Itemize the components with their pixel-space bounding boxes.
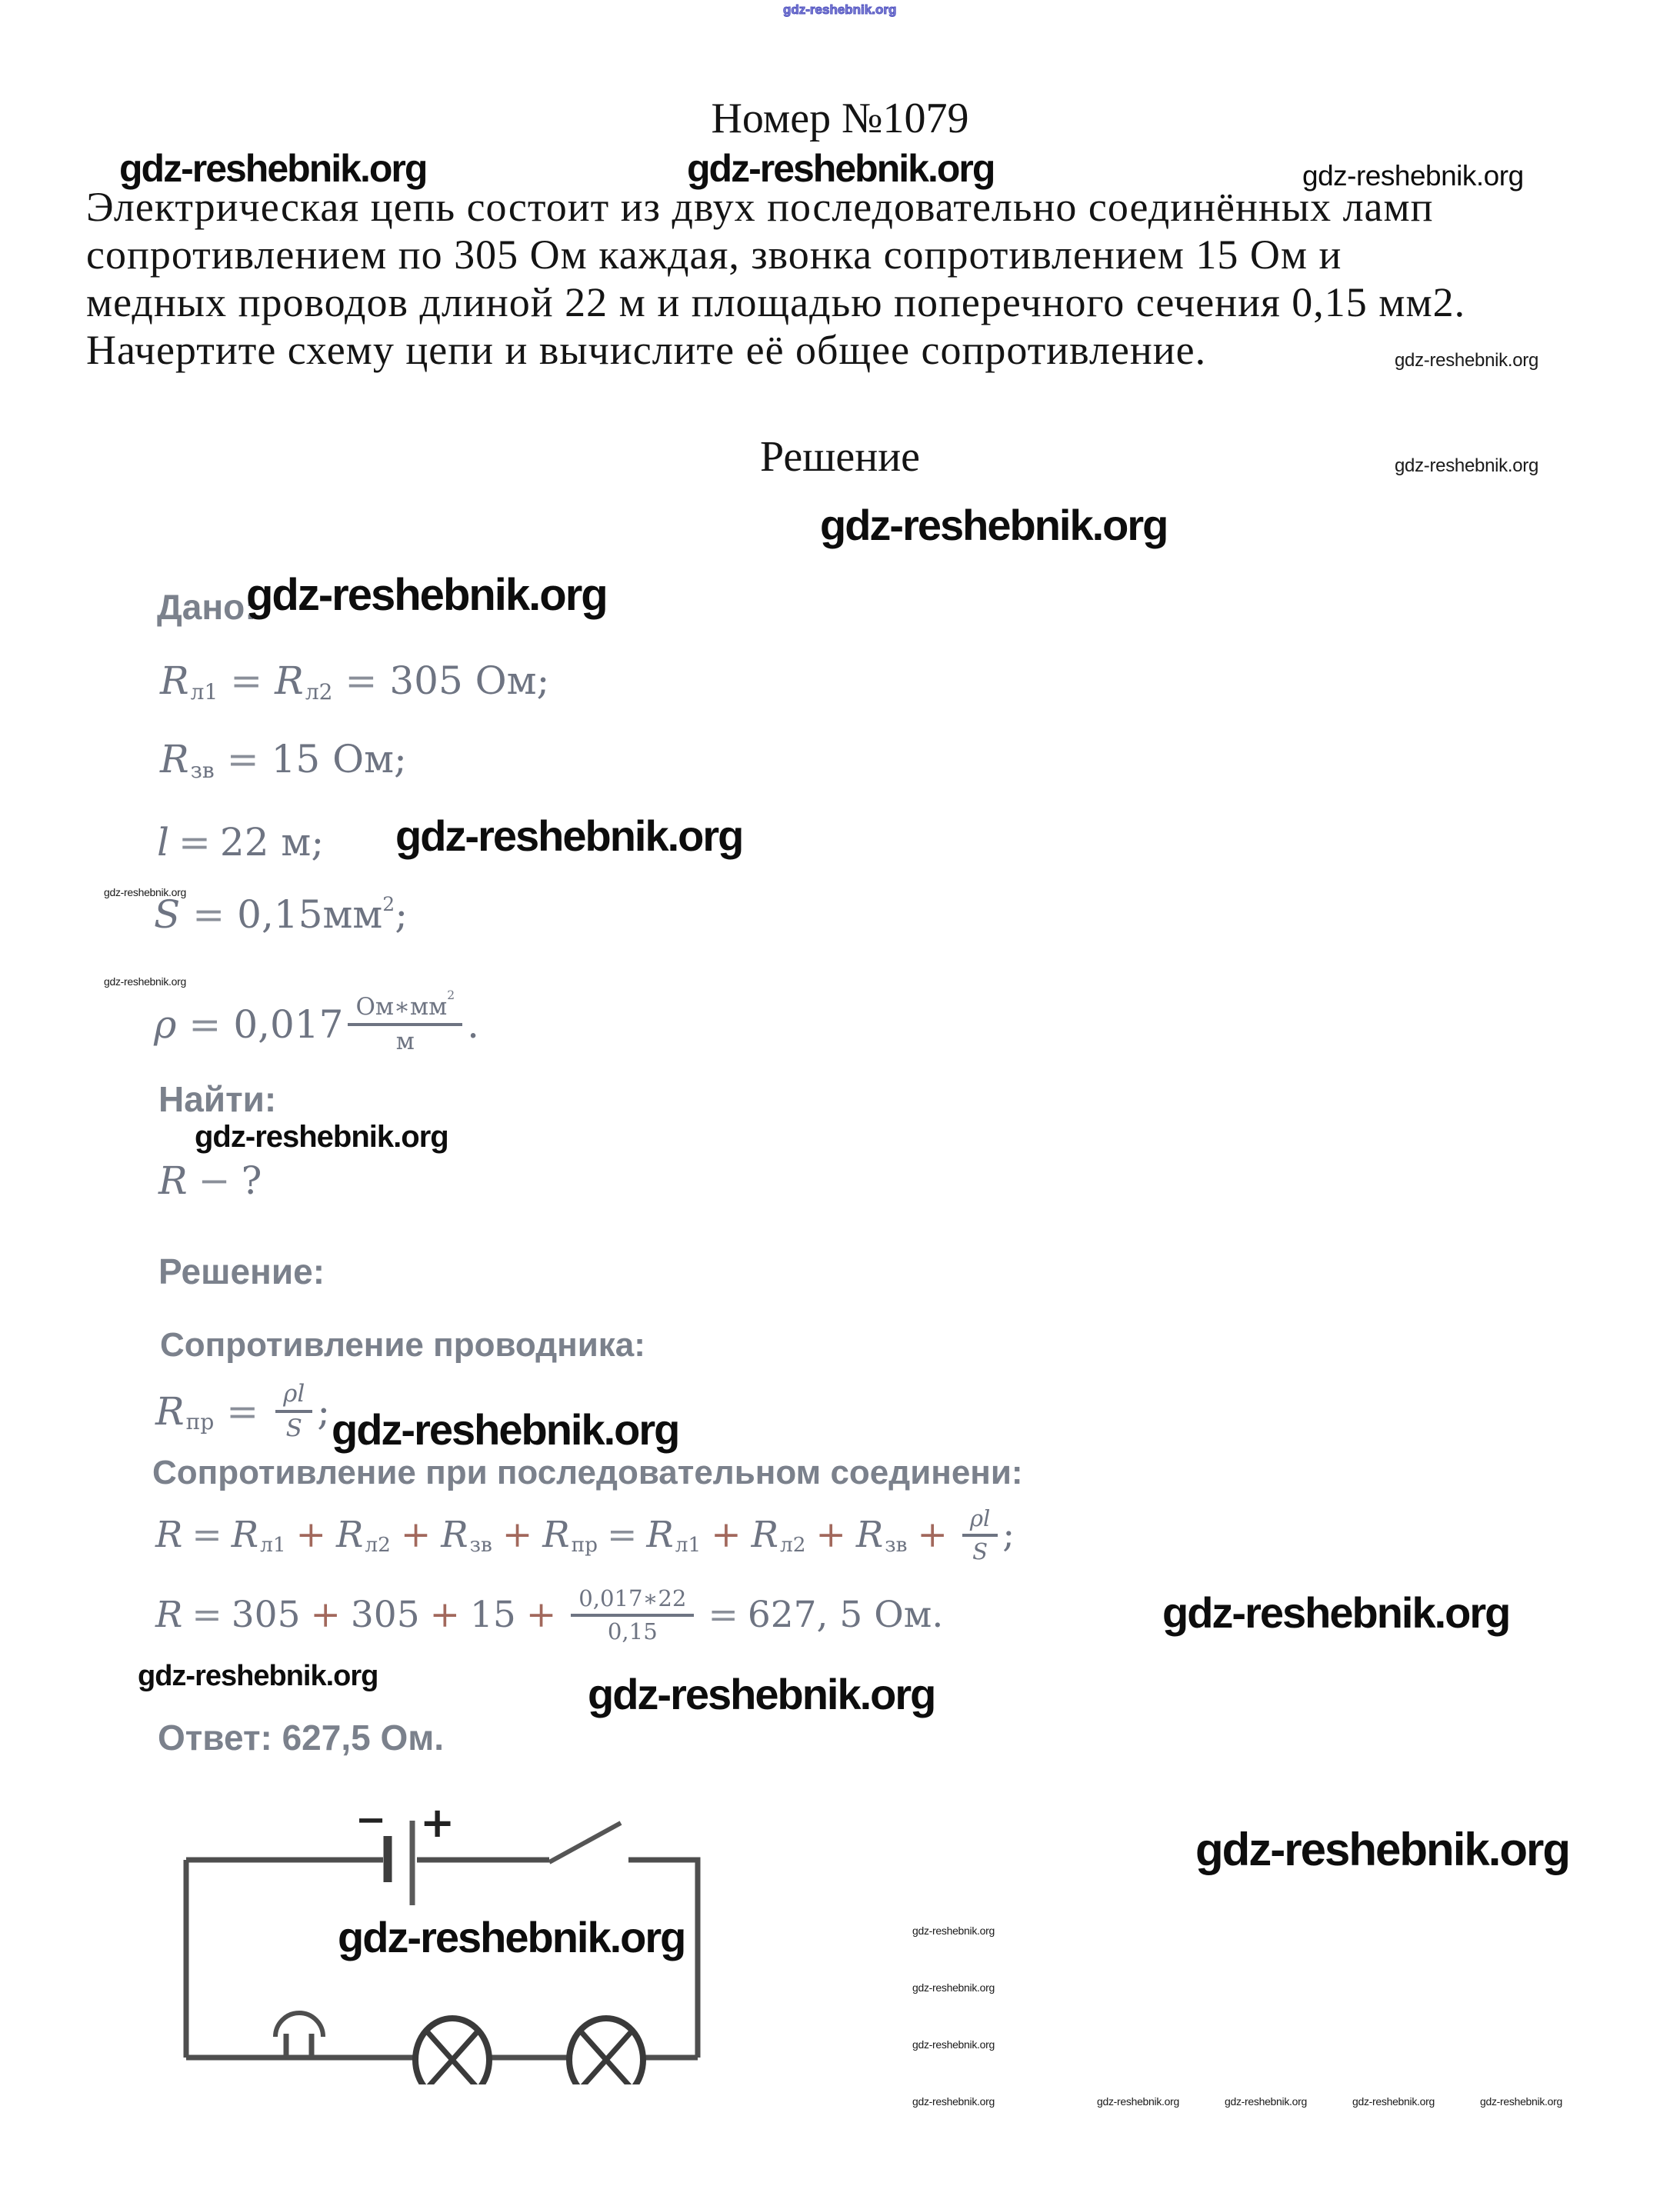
solution-label: Решение: <box>158 1251 325 1291</box>
lamp-icon-1 <box>415 2018 489 2084</box>
lamp-icon-2 <box>569 2018 643 2084</box>
watermark-center-large: gdz-reshebnik.org <box>820 501 1168 549</box>
watermark-header-left: gdz-reshebnik.org <box>119 147 427 190</box>
solution-heading: Решение <box>759 433 921 481</box>
battery-plus-label: + <box>420 1798 455 1847</box>
watermark-after-problem: gdz-reshebnik.org <box>1395 350 1539 371</box>
resistivity-unit-fraction: $\frac{Ом∗мм^2}{м}$ <box>348 994 462 1055</box>
watermark-margin-1: gdz-reshebnik.org <box>104 886 186 898</box>
problem-line-4: Начертите схему цепи и вычислите её общее сопротивление. <box>86 327 1207 373</box>
wire-resistance-formula: R $_{пр}$ = $\frac{\rho l}{S}$ ; <box>155 1380 331 1442</box>
watermark-bottom-row-3: gdz-reshebnik.org <box>1225 2095 1307 2108</box>
watermark-top: gdz-reshebnik.org <box>783 2 897 17</box>
answer-text: Ответ: 627,5 Ом. <box>158 1718 445 1758</box>
watermark-bottom-row-1: gdz-reshebnik.org <box>912 2095 995 2108</box>
given-resistivity-formula: ρ = 0,017 $\frac{Ом∗мм^2}{м}$ . <box>154 988 480 1055</box>
battery-minus-label: − <box>355 1798 387 1841</box>
watermark-right-mid: gdz-reshebnik.org <box>1162 1588 1510 1637</box>
rho-l-over-s-fraction: $\frac{\rho l}{S}$ <box>962 1506 998 1564</box>
switch-lever-icon <box>549 1823 621 1862</box>
total-resistance-calculation: R = 305 + 305 + 15 + $\frac{0,017∗22}{0,15}$ = 627, 5 Ом. <box>155 1585 944 1645</box>
given-bell-resistance-formula: R $_{зв}$ = 15 Ом; <box>160 737 407 783</box>
watermark-margin-2: gdz-reshebnik.org <box>104 975 186 988</box>
find-formula: R − ? <box>158 1158 262 1203</box>
watermark-header-right: gdz-reshebnik.org <box>1302 160 1524 192</box>
watermark-given: gdz-reshebnik.org <box>246 570 607 620</box>
watermark-bottom-row-5: gdz-reshebnik.org <box>1480 2095 1562 2108</box>
problem-line-3: медных проводов длиной 22 м и площадью поперечного сечения 0,15 мм2. <box>86 279 1466 325</box>
problem-line-1: Электрическая цепь состоит из двух последовательно соединённых ламп <box>86 184 1434 230</box>
watermark-above-answer: gdz-reshebnik.org <box>138 1660 378 1692</box>
watermark-mid-left: gdz-reshebnik.org <box>395 811 743 860</box>
page-title: Номер №1079 <box>711 95 969 142</box>
watermark-center-bottom: gdz-reshebnik.org <box>588 1670 935 1718</box>
series-resistance-formula: R = R $_{л1}$ + R $_{л2}$ + R $_{зв}$ + R $_{пр}$ = R $_{л1}$ + R $_{л2}$ + R $_{зв}$ + $\frac{\rho l}{S}$ ; <box>155 1505 1015 1565</box>
watermark-small-3: gdz-reshebnik.org <box>912 2038 995 2051</box>
numeric-fraction: $\frac{0,017∗22}{0,15}$ <box>571 1586 694 1644</box>
watermark-header-center: gdz-reshebnik.org <box>687 147 995 190</box>
watermark-bottom-row-2: gdz-reshebnik.org <box>1097 2095 1179 2108</box>
watermark-small-2: gdz-reshebnik.org <box>912 1981 995 1994</box>
watermark-right-of-heading: gdz-reshebnik.org <box>1395 455 1539 476</box>
problem-line-2: сопротивлением по 305 Ом каждая, звонка сопротивлением 15 Ом и <box>86 232 1342 278</box>
conductor-resistance-label: Сопротивление проводника: <box>160 1326 645 1364</box>
watermark-bottom-right-large: gdz-reshebnik.org <box>1195 1824 1570 1875</box>
watermark-wire-formula: gdz-reshebnik.org <box>332 1405 679 1454</box>
watermark-small-1: gdz-reshebnik.org <box>912 1924 995 1937</box>
given-lamp-resistance-formula: R $_{л1}$ = R $_{л2}$ = 305 Ом; <box>160 658 550 705</box>
watermark-bottom-row-4: gdz-reshebnik.org <box>1352 2095 1435 2108</box>
given-wire-length-formula: l = 22 м; <box>157 820 325 865</box>
rho-l-over-s-fraction: $\frac{\rho l}{S}$ <box>275 1381 312 1441</box>
given-label: Дано: <box>157 587 257 627</box>
watermark-find: gdz-reshebnik.org <box>195 1120 448 1154</box>
given-cross-section-formula: S = 0,15мм $^2$ ; <box>154 892 408 937</box>
find-label: Найти: <box>158 1079 277 1119</box>
watermark-circuit: gdz-reshebnik.org <box>338 1913 685 1961</box>
series-connection-label: Сопротивление при последовательном соединени: <box>152 1454 1023 1491</box>
bell-icon <box>275 2013 323 2058</box>
